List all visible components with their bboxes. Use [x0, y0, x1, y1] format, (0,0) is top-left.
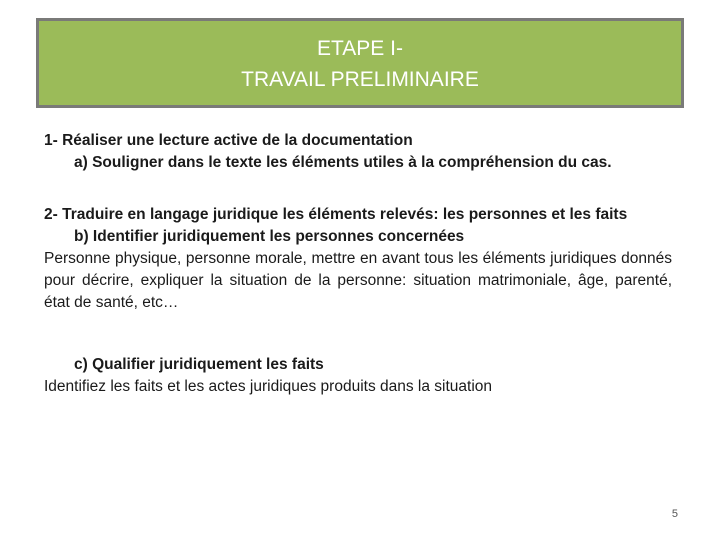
spacer [44, 174, 672, 204]
page-number: 5 [671, 508, 678, 520]
section-2-para-b: Personne physique, personne morale, mettre en avant tous les éléments juridiques donnés pour décrire, expliquer la situation de la personne: situation matrimoniale, âge, parenté, état de santé, etc… [44, 250, 672, 311]
section-2-heading: 2- Traduire en langage juridique les éléments relevés: les personnes et les faits [44, 206, 628, 223]
section-2-sub-c: c) Qualifier juridiquement les faits [74, 356, 324, 373]
section-1-sub-a: a) Souligner dans le texte les éléments utiles à la compréhension du cas. [74, 154, 612, 171]
section-2-para-c: Identifiez les faits et les actes juridiques produits dans la situation [44, 378, 493, 395]
slide-content [44, 130, 672, 398]
section-1-heading: 1- Réaliser une lecture active de la documentation [44, 132, 413, 149]
slide-title-box [36, 18, 684, 108]
section-2-sub-b: b) Identifier juridiquement les personnes concernées [74, 228, 465, 245]
title-line-1: ETAPE I- [317, 37, 403, 60]
title-line-2: TRAVAIL PRELIMINAIRE [241, 68, 479, 91]
spacer [44, 314, 672, 354]
